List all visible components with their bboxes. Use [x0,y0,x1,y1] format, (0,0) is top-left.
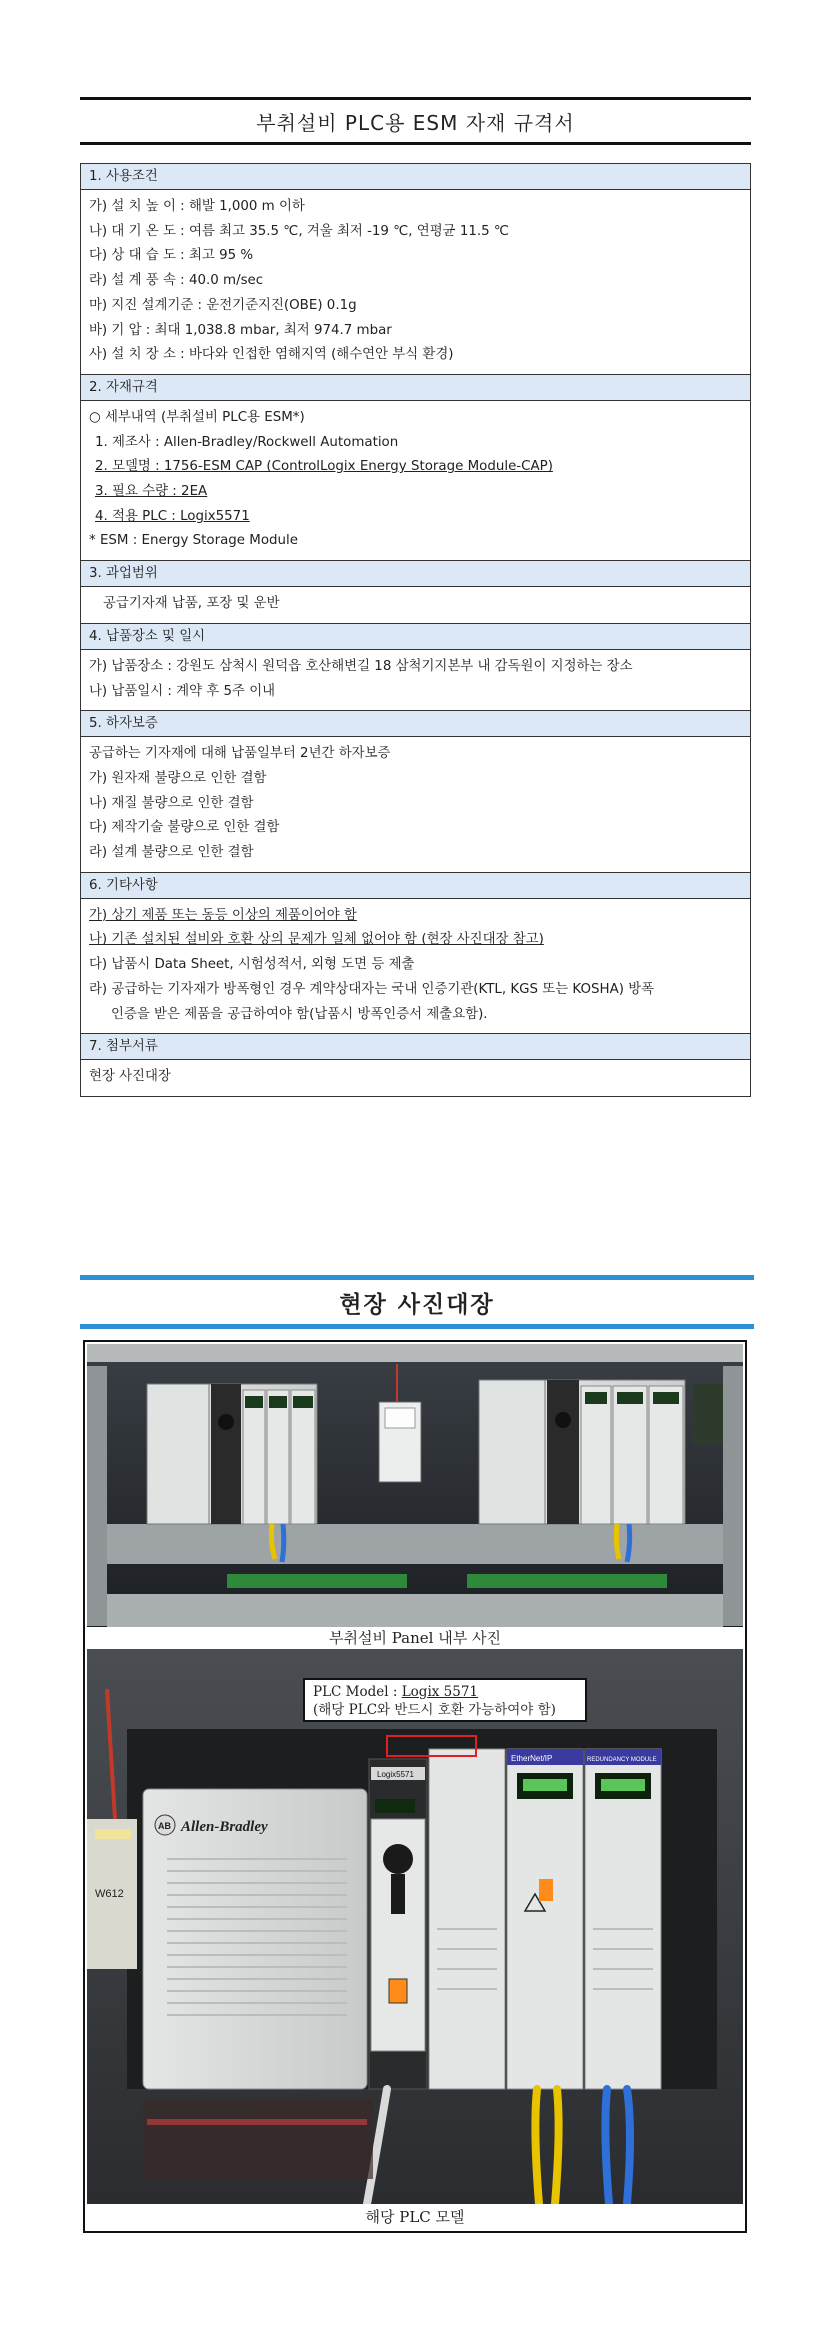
warranty-line: 라) 설계 불량으로 인한 결함 [89,845,254,861]
redundancy-tag-text: REDUNDANCY MODULE [587,1757,657,1763]
spec-line-quantity: 3. 필요 수량 : 2EA [95,484,208,500]
scope-line: 공급기자재 납품, 포장 및 운반 [103,596,280,612]
misc-line: 다) 납품시 Data Sheet, 시험성적서, 외형 도면 등 제출 [89,957,415,973]
header-rule-bottom [80,1324,754,1329]
section-heading-warranty: 5. 하자보증 [81,711,750,737]
plc-model-photo [87,1649,743,2204]
allen-bradley-brand-text: Allen-Bradley [181,1819,268,1835]
panel-interior-illustration [87,1344,743,1627]
spec-table [80,163,751,1097]
usage-line: 나) 대 기 온 도 : 여름 최고 35.5 ℃, 겨울 최저 -19 ℃, 연평균 11.5 ℃ [89,223,509,239]
spec-line-model: 2. 모델명 : 1756-ESM CAP (ControlLogix Energy Storage Module-CAP) [95,459,553,475]
section-heading-spec: 2. 자재규격 [81,375,750,401]
usage-line: 다) 상 대 습 도 : 최고 95 % [89,248,254,264]
photo-frame [83,1340,747,2233]
photo-section-header [80,1275,754,1329]
warranty-line: 다) 제작기술 불량으로 인한 결함 [89,820,280,836]
warranty-line: 나) 재질 불량으로 인한 결함 [89,795,254,811]
section-body-warranty [81,737,750,873]
delivery-line: 가) 납품장소 : 강원도 삼척시 원덕읍 호산해변길 18 삼척기지본부 내 감독원이 지정하는 장소 [89,658,633,674]
section-body-delivery [81,650,750,711]
callout-model-value: Logix 5571 [401,1684,479,1700]
usage-line: 바) 기 압 : 최대 1,038.8 mbar, 최저 974.7 mbar [89,322,392,338]
spec-line-plc: 4. 적용 PLC : Logix5571 [95,508,250,524]
plc-model-callout [303,1678,587,1722]
doc-title-bar [80,97,751,145]
logix-tag-text: Logix5571 [377,1770,414,1779]
photo2-caption: 해당 PLC 모델 [85,2204,745,2231]
warranty-line: 공급하는 기자재에 대해 납품일부터 2년간 하자보증 [89,746,391,762]
usage-line: 가) 설 치 높 이 : 해발 1,000 m 이하 [89,199,305,214]
misc-line: 나) 기존 설치된 설비와 호환 상의 문제가 일체 없어야 함 (현장 사진대장 참고) [89,932,544,948]
photo1-caption: 부취설비 Panel 내부 사진 [85,1627,745,1649]
usage-line: 사) 설 치 장 소 : 바다와 인접한 염해지역 (해수연안 부식 환경) [89,347,454,363]
misc-line: 인증을 받은 제품을 공급하여야 함(납품시 방폭인증서 제출요함). [111,1006,488,1022]
section-heading-attachments: 7. 첨부서류 [81,1034,750,1060]
usage-line: 라) 설 계 풍 속 : 40.0 m/sec [89,273,264,289]
warranty-line: 가) 원자재 불량으로 인한 결함 [89,770,267,786]
logix-highlight-box [386,1735,477,1757]
plc-model-illustration [87,1649,743,2204]
spec-line: 1. 제조사 : Allen-Bradley/Rockwell Automation [95,434,399,450]
ab-logo-text: AB [158,1821,171,1831]
ethernet-tag-text: EtherNet/IP [511,1754,553,1763]
section-body-spec [81,401,750,561]
section-body-scope [81,587,750,624]
side-label-text: W612 [95,1888,124,1900]
attachment-line: 현장 사진대장 [89,1069,171,1085]
doc-title: 부취설비 PLC용 ESM 자재 규격서 [256,110,575,135]
section-body-misc [81,899,750,1035]
usage-line: 마) 지진 설계기준 : 운전기준지진(OBE) 0.1g [89,297,357,313]
section-body-usage [81,190,750,375]
callout-prefix: PLC Model : [313,1684,402,1700]
misc-line: 라) 공급하는 기자재가 방폭형인 경우 계약상대자는 국내 인증기관(KTL, KGS 또는 KOSHA) 방폭 [89,981,655,997]
section-heading-misc: 6. 기타사항 [81,873,750,899]
section-body-attachments [81,1060,750,1096]
spec-line: ○ 세부내역 (부취설비 PLC용 ESM*) [89,409,305,425]
section-heading-scope: 3. 과업범위 [81,561,750,587]
callout-line1 [313,1683,577,1701]
delivery-line: 나) 납품일시 : 계약 후 5주 이내 [89,683,276,699]
section-heading-delivery: 4. 납품장소 및 일시 [81,624,750,650]
misc-line: 가) 상기 제품 또는 동등 이상의 제품이어야 함 [89,907,357,923]
section-heading-usage: 1. 사용조건 [81,164,750,190]
panel-interior-photo [87,1344,743,1627]
spec-footnote: * ESM : Energy Storage Module [89,533,298,549]
photo-section-title: 현장 사진대장 [339,1291,495,1318]
callout-line2: (해당 PLC와 반드시 호환 가능하여야 함) [313,1702,556,1718]
